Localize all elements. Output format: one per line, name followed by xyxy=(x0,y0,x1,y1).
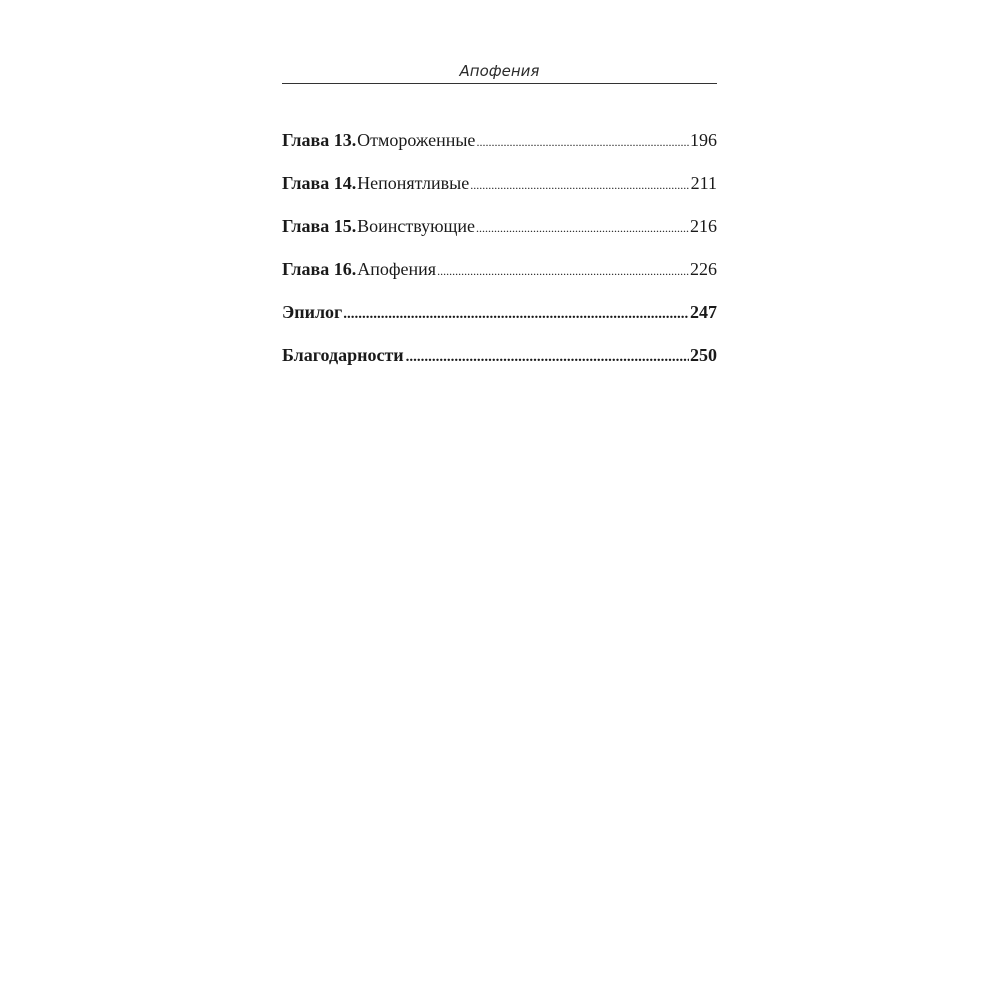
dot-leader xyxy=(476,128,689,156)
chapter-number: Глава 14. xyxy=(282,173,357,193)
dot-leader xyxy=(437,257,689,285)
book-page xyxy=(282,0,717,1000)
chapter-number: Глава 16. xyxy=(282,259,357,279)
header-rule xyxy=(282,83,717,84)
page-number: 211 xyxy=(690,173,717,193)
toc-entry-chapter-16 xyxy=(282,255,717,298)
dot-leader xyxy=(343,300,689,328)
dot-leader xyxy=(406,343,689,371)
chapter-number: Глава 15. xyxy=(282,216,357,236)
toc-entry-chapter-13 xyxy=(282,126,717,169)
page-number: 247 xyxy=(690,302,717,322)
toc-entry-epilogue xyxy=(282,298,717,341)
chapter-number: Глава 13. xyxy=(282,130,357,150)
table-of-contents xyxy=(282,126,717,384)
chapter-title: Отмороженные xyxy=(357,130,476,150)
chapter-title: Непонятливые xyxy=(357,173,470,193)
dot-leader xyxy=(470,171,689,199)
chapter-title: Апофения xyxy=(357,259,437,279)
dot-leader xyxy=(476,214,689,242)
page-number: 226 xyxy=(690,259,717,279)
section-title: Благодарности xyxy=(282,345,404,365)
section-title: Эпилог xyxy=(282,302,343,322)
toc-entry-chapter-15 xyxy=(282,212,717,255)
page-number: 250 xyxy=(690,345,717,365)
chapter-title: Воинствующие xyxy=(357,216,476,236)
toc-entry-acknowledgements xyxy=(282,341,717,384)
running-head: Апофения xyxy=(459,62,540,80)
page-number: 216 xyxy=(690,216,717,236)
toc-entry-chapter-14 xyxy=(282,169,717,212)
page-number: 196 xyxy=(690,130,717,150)
